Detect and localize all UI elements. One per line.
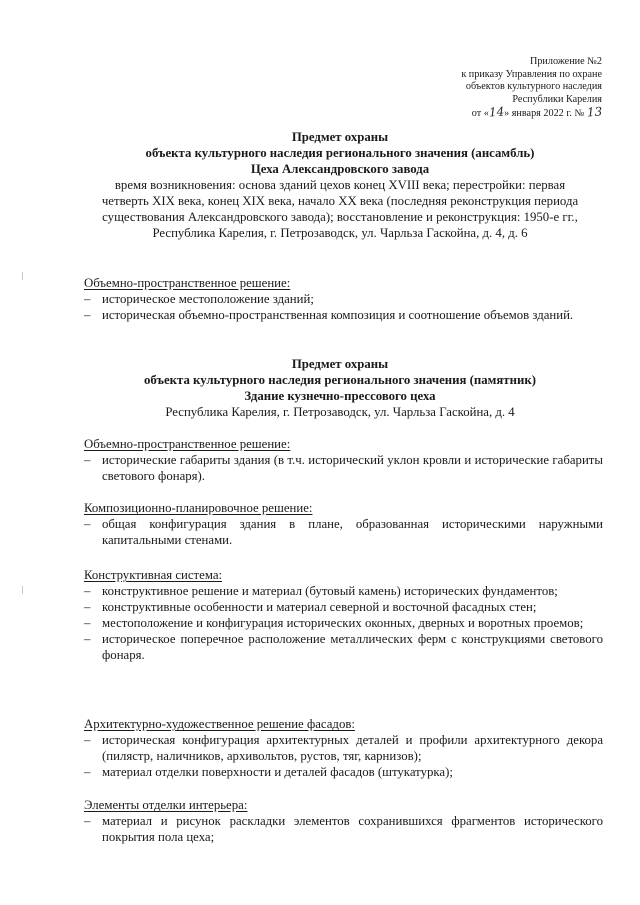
dash-marker: – xyxy=(84,765,91,779)
list-item xyxy=(84,615,603,631)
heading-subtitle: объекта культурного наследия регионального значения (ансамбль) xyxy=(145,146,535,160)
heading-address: Республика Карелия, г. Петрозаводск, ул. Чарльза Гаскойна, д. 4 xyxy=(165,405,515,419)
list-item xyxy=(84,452,603,484)
facade-section xyxy=(84,716,603,780)
heading-description-line: существования Александровского завода); восстановление и реконструкция: 1950-е гг., xyxy=(102,210,578,224)
appendix-line: Республики Карелия xyxy=(512,93,602,105)
appendix-line: к приказу Управления по охране xyxy=(461,68,602,80)
ensemble-volume-section xyxy=(84,275,603,323)
list-item xyxy=(84,291,603,307)
appendix-line: Приложение №2 xyxy=(529,56,602,67)
heading-description-line: время возникновения: основа зданий цехов конец XVIII века; перестройки: первая xyxy=(114,178,566,192)
interior-finish-section xyxy=(84,797,603,845)
structural-system-section xyxy=(84,567,603,663)
list-item-text: исторические габариты здания (в т.ч. исторический уклон кровли и исторические габариты светового фонаря). xyxy=(102,453,603,483)
date-prefix: от « xyxy=(471,108,489,119)
dash-marker: – xyxy=(84,453,91,467)
heading-description-line: четверть XIX века, конец XIX века, начало XX века (последняя реконструкция периода xyxy=(101,194,579,208)
list-item-text: конструктивные особенности и материал северной и восточной фасадных стен; xyxy=(102,600,537,614)
dash-marker: – xyxy=(84,584,91,598)
heading-object-name: Цеха Александровского завода xyxy=(250,162,430,176)
dash-marker: – xyxy=(84,733,91,747)
volume-section xyxy=(84,436,603,484)
dash-marker: – xyxy=(84,616,91,630)
scan-margin-mark xyxy=(22,272,23,280)
planning-section xyxy=(84,500,603,548)
list-item-text: общая конфигурация здания в плане, образованная историческими наружными капитальными стенами. xyxy=(102,517,603,547)
list-item xyxy=(84,764,603,780)
date-middle: » января 2022 г. № xyxy=(504,108,585,119)
heading-subtitle: объекта культурного наследия регионального значения (памятник) xyxy=(144,373,536,387)
appendix-line: объектов культурного наследия xyxy=(465,81,602,92)
list-item-text: историческое поперечное расположение металлических ферм с конструкциями светового фонаря. xyxy=(102,632,603,662)
section-title: Конструктивная система: xyxy=(84,568,223,582)
appendix-header xyxy=(342,56,602,121)
list-item-text: историческая объемно-пространственная композиция и соотношение объемов зданий. xyxy=(102,308,574,322)
order-date-line xyxy=(342,106,602,121)
list-item-text: материал и рисунок раскладки элементов сохранившихся фрагментов исторического покрытия пола цеха; xyxy=(102,814,603,844)
list-item xyxy=(84,732,603,764)
dash-marker: – xyxy=(84,517,91,531)
list-item-text: историческое местоположение зданий; xyxy=(102,292,314,306)
handwritten-order-number: 13 xyxy=(586,104,603,120)
handwritten-day: 14 xyxy=(488,104,505,120)
list-item-text: местоположение и конфигурация исторических оконных, дверных и воротных проемов; xyxy=(102,616,584,630)
heading-title: Предмет охраны xyxy=(291,130,389,144)
section-title: Элементы отделки интерьера: xyxy=(84,798,248,812)
list-item xyxy=(84,516,603,548)
section-title: Архитектурно-художественное решение фасадов: xyxy=(84,717,355,731)
list-item xyxy=(84,583,603,599)
list-item xyxy=(84,599,603,615)
monument-heading xyxy=(70,356,610,420)
dash-marker: – xyxy=(84,814,91,828)
dash-marker: – xyxy=(84,308,91,322)
ensemble-heading xyxy=(70,129,610,241)
scan-margin-mark xyxy=(22,586,23,594)
section-title: Композиционно-планировочное решение: xyxy=(84,501,313,515)
list-item xyxy=(84,813,603,845)
heading-description-line: Республика Карелия, г. Петрозаводск, ул. Чарльза Гаскойна, д. 4, д. 6 xyxy=(152,226,528,240)
dash-marker: – xyxy=(84,292,91,306)
dash-marker: – xyxy=(84,600,91,614)
list-item xyxy=(84,631,603,663)
list-item-text: конструктивное решение и материал (бутовый камень) исторических фундаментов; xyxy=(102,584,558,598)
heading-object-name: Здание кузнечно-прессового цеха xyxy=(244,389,436,403)
list-item-text: материал отделки поверхности и деталей фасадов (штукатурка); xyxy=(102,765,453,779)
section-title: Объемно-пространственное решение: xyxy=(84,276,291,290)
list-item xyxy=(84,307,603,323)
list-item-text: историческая конфигурация архитектурных деталей и профили архитектурного декора (пилястр, наличников, архивольтов, рустов, тяг, карнизов); xyxy=(102,733,603,763)
dash-marker: – xyxy=(84,632,91,646)
heading-title: Предмет охраны xyxy=(291,357,389,371)
section-title: Объемно-пространственное решение: xyxy=(84,437,291,451)
